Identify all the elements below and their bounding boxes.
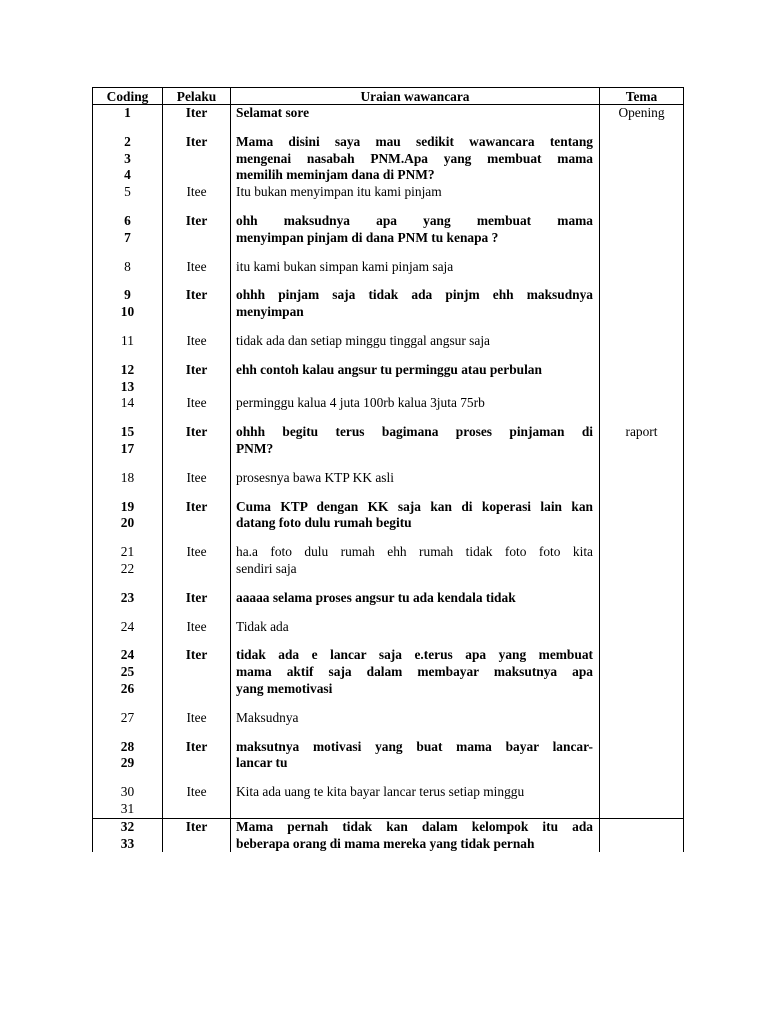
theme-label: [600, 619, 683, 636]
utterance-line: perminggu kalua 4 juta 100rb kalua 3juta 75rb: [236, 395, 485, 411]
coding-number: 26: [120, 680, 135, 696]
theme-label: [600, 259, 683, 276]
utterance-line: Mama pernah tidak kan dalam kelompok itu ada: [236, 818, 593, 834]
cell-theme: [600, 362, 684, 396]
theme-label: [600, 710, 683, 727]
table-row: [93, 739, 684, 773]
table-row: [93, 590, 684, 607]
coding-number: 33: [120, 835, 135, 851]
interview-table: [92, 87, 684, 852]
cell-actor: [163, 184, 231, 201]
cell-utterance: [231, 134, 600, 184]
cell-utterance: [231, 647, 600, 697]
utterance-line: datang foto dulu rumah begitu: [236, 515, 412, 531]
theme-label: [600, 647, 683, 664]
coding-number: 13: [120, 378, 135, 394]
cell-coding: [93, 590, 163, 607]
table-row: [93, 544, 684, 578]
coding-number: 14: [120, 395, 135, 411]
coding-number: 25: [120, 664, 135, 680]
cell-coding: [93, 395, 163, 412]
theme-label: raport: [625, 424, 658, 440]
coding-number: 22: [120, 560, 135, 576]
cell-theme: [600, 395, 684, 412]
utterance-line: ohhh begitu terus bagimana proses pinjaman di: [236, 424, 593, 440]
table-row: [93, 134, 684, 184]
cell-actor: [163, 710, 231, 727]
actor-label: Iter: [185, 133, 208, 149]
cell-utterance: [231, 739, 600, 773]
table-row: [93, 619, 684, 636]
utterance-line: ehh contoh kalau angsur tu perminggu atau perbulan: [236, 361, 542, 377]
cell-coding: [93, 818, 163, 852]
coding-number: 17: [120, 440, 135, 456]
utterance-line: ha.a foto dulu rumah ehh rumah tidak foto foto kita: [236, 544, 593, 560]
cell-utterance: [231, 333, 600, 350]
coding-number: 20: [120, 515, 135, 531]
cell-coding: [93, 710, 163, 727]
cell-coding: [93, 647, 163, 697]
cell-theme: [600, 544, 684, 578]
cell-actor: [163, 134, 231, 184]
theme-label: [600, 333, 683, 350]
cell-utterance: [231, 184, 600, 201]
cell-theme: [600, 470, 684, 487]
table-row: [93, 259, 684, 276]
cell-theme: [600, 590, 684, 607]
cell-utterance: [231, 499, 600, 533]
coding-number: 18: [120, 469, 135, 485]
header-coding: Coding: [93, 88, 163, 105]
utterance-line: maksutnya motivasi yang buat mama bayar lancar-: [236, 738, 593, 754]
coding-number: 5: [124, 184, 131, 200]
cell-utterance: [231, 362, 600, 396]
utterance-line: PNM?: [236, 440, 274, 456]
utterance-line: mengenai nasabah PNM.Apa yang membuat mama: [236, 150, 593, 166]
row-spacer: [93, 487, 684, 499]
table-header-row: [93, 88, 684, 105]
cell-actor: [163, 818, 231, 852]
cell-utterance: [231, 259, 600, 276]
utterance-line: Kita ada uang te kita bayar lancar terus setiap minggu: [236, 784, 525, 800]
table-row: [93, 333, 684, 350]
cell-coding: [93, 184, 163, 201]
cell-theme: [600, 333, 684, 350]
cell-actor: [163, 287, 231, 321]
actor-label: Itee: [186, 784, 207, 800]
cell-utterance: [231, 784, 600, 818]
theme-label: [600, 819, 683, 836]
coding-number: 21: [120, 544, 135, 560]
utterance-line: sendiri saja: [236, 560, 297, 576]
utterance-line: menyimpan pinjam di dana PNM tu kenapa ?: [236, 229, 499, 245]
cell-actor: [163, 470, 231, 487]
actor-label: Itee: [186, 332, 207, 348]
actor-label: Itee: [186, 709, 207, 725]
table-row: [93, 424, 684, 458]
cell-coding: [93, 784, 163, 818]
row-spacer: [93, 122, 684, 134]
actor-label: Iter: [185, 105, 208, 120]
table-row: [93, 213, 684, 247]
cell-actor: [163, 105, 231, 122]
cell-utterance: [231, 470, 600, 487]
cell-coding: [93, 499, 163, 533]
theme-label: [600, 544, 683, 561]
cell-coding: [93, 134, 163, 184]
coding-number: 9: [124, 287, 131, 303]
cell-coding: [93, 213, 163, 247]
table-row: [93, 184, 684, 201]
header-theme: Tema: [600, 88, 684, 105]
cell-utterance: [231, 424, 600, 458]
table-row: [93, 287, 684, 321]
theme-label: [600, 470, 683, 487]
cell-theme: [600, 818, 684, 852]
cell-theme: [600, 424, 684, 458]
row-spacer: [93, 607, 684, 619]
row-spacer: [93, 578, 684, 590]
cell-coding: [93, 739, 163, 773]
theme-label: [600, 590, 683, 607]
cell-utterance: [231, 710, 600, 727]
coding-number: 15: [120, 424, 135, 440]
utterance-line: ohhh pinjam saja tidak ada pinjm ehh maksudnya: [236, 287, 593, 303]
cell-theme: [600, 647, 684, 697]
cell-utterance: [231, 544, 600, 578]
coding-number: 8: [124, 258, 131, 274]
cell-theme: [600, 710, 684, 727]
row-spacer: [93, 321, 684, 333]
coding-number: 29: [120, 755, 135, 771]
table-row: [93, 499, 684, 533]
coding-number: 10: [120, 304, 135, 320]
cell-actor: [163, 619, 231, 636]
actor-label: Iter: [185, 589, 208, 605]
utterance-line: itu kami bukan simpan kami pinjam saja: [236, 258, 454, 274]
coding-number: 24: [120, 618, 135, 634]
table-row: [93, 395, 684, 412]
coding-number: 1: [124, 105, 131, 120]
cell-theme: [600, 287, 684, 321]
row-spacer: [93, 458, 684, 470]
cell-coding: [93, 333, 163, 350]
cell-coding: [93, 362, 163, 396]
cell-actor: [163, 395, 231, 412]
cell-utterance: [231, 619, 600, 636]
coding-number: 27: [120, 709, 135, 725]
actor-label: Itee: [186, 618, 207, 634]
cell-actor: [163, 259, 231, 276]
coding-number: 12: [120, 361, 135, 377]
coding-number: 28: [120, 738, 135, 754]
coding-number: 11: [121, 332, 134, 348]
cell-coding: [93, 619, 163, 636]
utterance-line: Tidak ada: [236, 618, 289, 634]
cell-actor: [163, 784, 231, 818]
coding-number: 2: [124, 133, 131, 149]
coding-number: 4: [124, 167, 131, 183]
table-body: [93, 105, 684, 853]
cell-coding: [93, 105, 163, 122]
table-row: [93, 105, 684, 122]
utterance-line: Maksudnya: [236, 709, 299, 725]
utterance-line: ohh maksudnya apa yang membuat mama: [236, 212, 593, 228]
actor-label: Itee: [186, 544, 207, 560]
cell-coding: [93, 544, 163, 578]
utterance-line: memilih meminjam dana di PNM?: [236, 167, 435, 183]
actor-label: Itee: [186, 258, 207, 274]
row-spacer: [93, 698, 684, 710]
actor-label: Iter: [185, 647, 208, 663]
coding-number: 23: [120, 589, 135, 605]
cell-theme: [600, 134, 684, 184]
utterance-line: tidak ada dan setiap minggu tinggal angsur saja: [236, 332, 490, 348]
row-spacer: [93, 532, 684, 544]
cell-theme: [600, 184, 684, 201]
utterance-line: prosesnya bawa KTP KK asli: [236, 469, 394, 485]
cell-actor: [163, 333, 231, 350]
utterance-line: tidak ada e lancar saja e.terus apa yang membuat: [236, 647, 593, 663]
utterance-line: Mama disini saya mau sedikit wawancara tentang: [236, 133, 593, 149]
actor-label: Iter: [185, 287, 208, 303]
coding-number: 19: [120, 498, 135, 514]
utterance-line: lancar tu: [236, 755, 288, 771]
theme-label: [600, 287, 683, 304]
theme-label: [600, 362, 683, 379]
theme-label: [600, 499, 683, 516]
theme-label: [600, 395, 683, 412]
cell-actor: [163, 362, 231, 396]
cell-theme: [600, 499, 684, 533]
theme-label: [600, 184, 683, 201]
actor-label: Itee: [186, 184, 207, 200]
row-spacer: [93, 727, 684, 739]
theme-label: [600, 784, 683, 801]
table-row: [93, 710, 684, 727]
cell-actor: [163, 499, 231, 533]
cell-utterance: [231, 287, 600, 321]
table-row: [93, 470, 684, 487]
utterance-line: Itu bukan menyimpan itu kami pinjam: [236, 184, 442, 200]
cell-theme: [600, 739, 684, 773]
coding-number: 30: [120, 784, 135, 800]
utterance-line: aaaaa selama proses angsur tu ada kendala tidak: [236, 589, 516, 605]
coding-number: 7: [124, 229, 131, 245]
theme-label: [600, 134, 683, 151]
cell-actor: [163, 590, 231, 607]
cell-theme: [600, 619, 684, 636]
cell-coding: [93, 470, 163, 487]
actor-label: Iter: [185, 738, 208, 754]
actor-label: Iter: [185, 498, 208, 514]
coding-number: 6: [124, 212, 131, 228]
utterance-line: Cuma KTP dengan KK saja kan di koperasi lain kan: [236, 498, 593, 514]
table-row: [93, 784, 684, 818]
row-spacer: [93, 275, 684, 287]
cell-theme: [600, 105, 684, 122]
cell-actor: [163, 647, 231, 697]
table-row: [93, 818, 684, 852]
cell-theme: [600, 259, 684, 276]
coding-number: 32: [120, 818, 135, 834]
cell-utterance: [231, 213, 600, 247]
theme-label: [600, 739, 683, 756]
actor-label: Iter: [185, 818, 208, 834]
table-row: [93, 647, 684, 697]
utterance-line: mama aktif saja dalam membayar maksutnya apa: [236, 664, 593, 680]
header-text: Uraian wawancara: [231, 88, 600, 105]
row-spacer: [93, 350, 684, 362]
cell-coding: [93, 259, 163, 276]
row-spacer: [93, 772, 684, 784]
theme-label: [600, 213, 683, 230]
coding-number: 3: [124, 150, 131, 166]
theme-label: Opening: [618, 105, 665, 120]
actor-label: Itee: [186, 395, 207, 411]
cell-actor: [163, 424, 231, 458]
cell-utterance: [231, 590, 600, 607]
utterance-line: yang memotivasi: [236, 680, 333, 696]
row-spacer: [93, 412, 684, 424]
actor-label: Iter: [185, 424, 208, 440]
cell-theme: [600, 784, 684, 818]
coding-number: 24: [120, 647, 135, 663]
row-spacer: [93, 201, 684, 213]
utterance-line: menyimpan: [236, 304, 304, 320]
cell-actor: [163, 213, 231, 247]
table-row: [93, 362, 684, 396]
actor-label: Iter: [185, 361, 208, 377]
utterance-line: Selamat sore: [236, 105, 310, 120]
cell-utterance: [231, 818, 600, 852]
cell-utterance: [231, 395, 600, 412]
actor-label: Itee: [186, 469, 207, 485]
row-spacer: [93, 247, 684, 259]
cell-actor: [163, 739, 231, 773]
cell-coding: [93, 287, 163, 321]
actor-label: Iter: [185, 212, 208, 228]
cell-coding: [93, 424, 163, 458]
utterance-line: beberapa orang di mama mereka yang tidak pernah: [236, 835, 535, 851]
cell-theme: [600, 213, 684, 247]
cell-actor: [163, 544, 231, 578]
header-actor: Pelaku: [163, 88, 231, 105]
coding-number: 31: [120, 800, 135, 816]
row-spacer: [93, 635, 684, 647]
cell-utterance: [231, 105, 600, 122]
